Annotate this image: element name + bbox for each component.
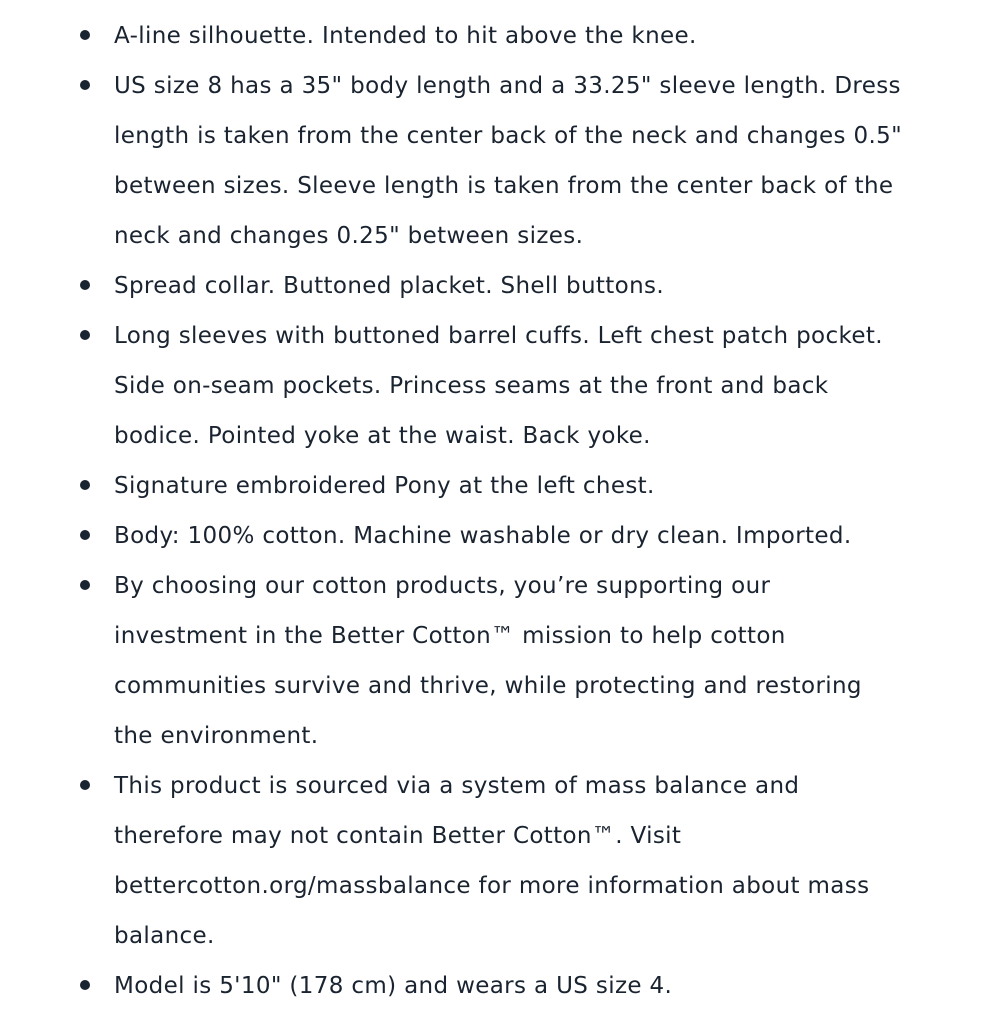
detail-text-line: Model is 5'10" (178 cm) and wears a US size 4.	[114, 973, 673, 999]
detail-list-item	[0, 961, 1000, 1011]
bullet-point-icon	[80, 330, 90, 340]
bullet-point-icon	[80, 80, 90, 90]
detail-text-line: the environment.	[114, 723, 319, 749]
detail-text-line: A-line silhouette. Intended to hit above the knee.	[114, 23, 697, 49]
detail-text-line: between sizes. Sleeve length is taken from the center back of the	[114, 173, 894, 199]
detail-text-line: length is taken from the center back of the neck and changes 0.5"	[114, 123, 903, 149]
detail-text-line: Side on-seam pockets. Princess seams at the front and back	[114, 373, 829, 399]
detail-text-line: This product is sourced via a system of mass balance and	[114, 773, 800, 799]
detail-text-line: therefore may not contain Better Cotton™. Visit	[114, 823, 682, 849]
detail-text-line: By choosing our cotton products, you’re supporting our	[114, 573, 771, 599]
detail-list-item	[0, 461, 1000, 511]
detail-list-item	[0, 511, 1000, 561]
detail-text-line: Body: 100% cotton. Machine washable or dry clean. Imported.	[114, 523, 852, 549]
bullet-point-icon	[80, 580, 90, 590]
detail-text-line: Signature embroidered Pony at the left chest.	[114, 473, 655, 499]
detail-list-item	[0, 561, 1000, 761]
bullet-point-icon	[80, 980, 90, 990]
detail-text-line: neck and changes 0.25" between sizes.	[114, 223, 584, 249]
detail-list-item	[0, 61, 1000, 261]
detail-list-item	[0, 11, 1000, 61]
detail-text-line: Long sleeves with buttoned barrel cuffs. Left chest patch pocket.	[114, 323, 883, 349]
product-details-list	[0, 11, 1000, 1011]
detail-text-line: Spread collar. Buttoned placket. Shell buttons.	[114, 273, 665, 299]
bullet-point-icon	[80, 780, 90, 790]
detail-text-line: bettercotton.org/massbalance for more information about mass	[114, 873, 870, 899]
bullet-point-icon	[80, 530, 90, 540]
detail-list-item	[0, 761, 1000, 961]
detail-text-line: balance.	[114, 923, 215, 949]
detail-text-line: US size 8 has a 35" body length and a 33.25" sleeve length. Dress	[114, 73, 901, 99]
bullet-point-icon	[80, 30, 90, 40]
detail-list-item	[0, 261, 1000, 311]
detail-text-line: communities survive and thrive, while protecting and restoring	[114, 673, 862, 699]
detail-text-line: bodice. Pointed yoke at the waist. Back yoke.	[114, 423, 651, 449]
detail-list-item	[0, 311, 1000, 461]
bullet-point-icon	[80, 480, 90, 490]
detail-text-line: investment in the Better Cotton™ mission to help cotton	[114, 623, 786, 649]
bullet-point-icon	[80, 280, 90, 290]
